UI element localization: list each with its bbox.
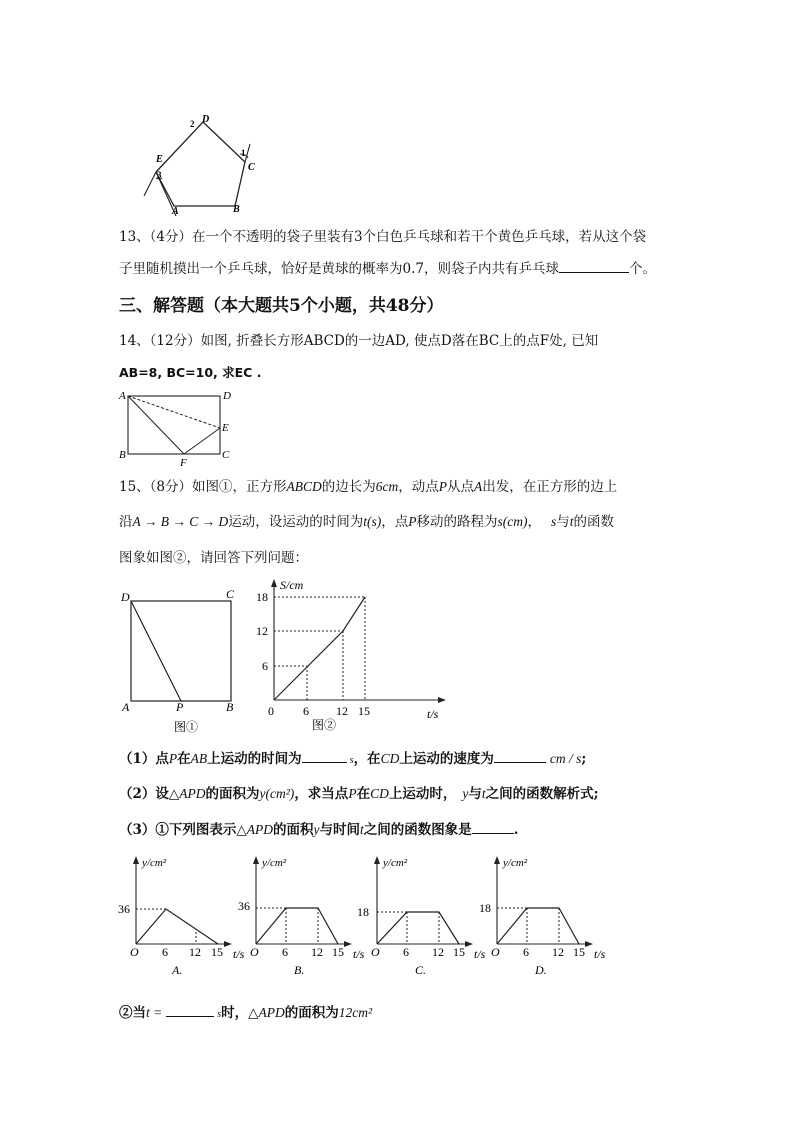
s-t-line [274,597,365,700]
q15-triangle-apd: APD [179,786,206,801]
origin-label: O [491,945,500,959]
q15-text: 之间的函数图象是 [363,822,472,838]
y-axis-arrow [271,579,277,587]
origin-label: O [371,945,380,959]
area-graph [377,912,459,944]
q13-line2-end: 个。 [628,261,656,277]
segment-fe [184,428,220,454]
option-letter: B. [294,963,305,977]
x-axis-arrow [465,941,473,947]
section-3-title: 三、解答题（本大题共5个小题，共48分） [119,296,444,316]
x-tick-12: 12 [552,945,564,959]
q15-text: 之间的函数解析式; [485,786,599,802]
option-letter: A. [172,963,183,977]
q15-unit-s: s [217,1009,222,1020]
label-c: C [226,587,235,601]
y-axis-label: y/cm² [503,857,528,869]
q15-side-cd: CD [370,786,389,801]
x-axis-arrow [438,697,446,703]
figure-1-caption: 图① [174,720,199,734]
x-tick-12: 12 [336,704,348,718]
label-3: 3 [157,170,162,180]
q15-text: 的面积 [273,822,314,838]
option-graph-a [114,852,254,982]
q15-text: 移动的路程为 [416,514,498,530]
q15-text: 与 [556,514,570,530]
x-axis-label: t/s [233,947,245,961]
q15-side-cd: CD [380,751,400,766]
x-axis-arrow [224,941,232,947]
q15-sub3 [119,820,519,839]
segment-af [128,396,184,454]
label-d: D [223,390,231,402]
pentagon-figure [140,110,280,220]
option-letter: C. [415,963,427,977]
q15-point-a: A [474,479,483,494]
q15-text: 15、（8分）如图①，正方形 [119,479,287,495]
q15-figure-2-graph [255,575,455,735]
q15-text: （1）点 [119,751,169,767]
x-tick-6: 6 [523,945,529,959]
figure-2-caption: 图② [312,718,337,732]
q15-text: 的函数 [573,514,615,530]
peak-label: 18 [479,901,491,915]
q15-sub1 [119,749,586,770]
q13-line2-text: 子里随机摸出一个乒乓球，恰好是黄球的概率为0.7，则袋子内共有乒乓球 [119,261,559,277]
label-b: B [226,700,234,714]
label-e: E [156,154,163,165]
q15-point-p: P [408,514,417,529]
x-tick-6: 6 [403,945,409,959]
x-tick-6: 6 [282,945,288,959]
q15-point-p: P [348,786,357,801]
y-axis-arrow [133,856,139,864]
q15-line2 [119,513,614,531]
y-axis-label: y/cm² [262,857,287,869]
x-axis-label: t/s [353,947,365,961]
q15-text: 与时间 [319,822,361,838]
y-axis-label: S/cm [280,578,304,592]
y-tick-12: 12 [256,624,268,638]
label-d: D [121,590,130,604]
q15-distance-var: s(cm) [497,514,528,529]
option-graph-b [234,852,374,982]
x-tick-15: 15 [211,945,223,959]
x-axis-arrow [585,941,593,947]
origin-label: O [130,945,139,959]
q15-text: 在 [177,751,191,767]
x-tick-12: 12 [311,945,323,959]
q15-text: ，求当点 [294,786,349,802]
q15-t-equals: t = [146,1005,163,1020]
area-graph [256,908,338,944]
q15-sub3-part2 [119,1003,372,1024]
label-2: 2 [190,119,195,129]
label-p: P [176,700,184,714]
q15-text: （3）①下列图表示△ [119,822,247,838]
label-a: A [172,206,179,217]
q15-text: 时，△ [221,1005,259,1021]
q15-point-p: P [168,751,178,766]
q15-text: 上运动的速度为 [399,751,494,767]
q14-line1: 14、（12分）如图, 折叠长方形ABCD的一边AD, 使点D落在BC上的点F处, 已知 [119,333,599,349]
y-axis-arrow [374,856,380,864]
label-f: F [180,457,187,469]
q15-point-p: P [438,479,448,494]
q14-rectangle-figure [118,388,238,468]
q15-text: 在 [356,786,371,802]
option-graph-d [475,852,615,982]
q15-text: 的边长为 [321,479,376,495]
y-axis-label: y/cm² [383,857,408,869]
q15-s: s [551,514,557,529]
q15-text: 上运动时， [388,786,457,802]
q13-answer-blank[interactable] [559,259,629,273]
pentagon-outline [156,122,245,206]
q15-unit-s: s [349,755,354,766]
origin-label: 0 [268,704,274,718]
q15-area-value: 12cm² [338,1005,373,1020]
label-c: C [248,162,255,173]
q15-text: 从点 [447,479,475,495]
q15-path: A → B → C → D [132,514,229,529]
x-axis-label: t/s [474,947,486,961]
q15-t: t [360,822,364,837]
q15-text: ②当 [119,1005,146,1021]
x-tick-15: 15 [358,704,370,718]
q15-line3: 图象如图②，请回答下列问题： [119,550,308,566]
label-e: E [222,422,229,434]
label-a: A [119,390,126,402]
q15-text: ，动点 [398,479,439,495]
x-axis-arrow [344,941,352,947]
q15-t: t [481,786,486,801]
q15-sub3-answer-blank[interactable] [472,820,514,834]
q15-sub1-blank-time[interactable] [302,749,347,763]
q15-text: 的面积为 [205,786,260,802]
q15-figure-1-square [118,585,248,735]
label-1: 1 [241,148,246,158]
q15-sub3-time-blank[interactable] [166,1003,214,1017]
x-tick-12: 12 [432,945,444,959]
q15-text: （2）设△ [119,786,180,802]
peak-label: 36 [238,899,250,913]
peak-label: 18 [357,905,369,919]
q15-sub2 [119,785,599,803]
peak-label: 36 [118,902,130,916]
q13-line2 [119,259,656,278]
q15-text: . [513,822,519,838]
q15-area-var: y(cm²) [259,786,295,801]
q15-side-ab: AB [190,751,208,766]
option-graph-c [355,852,495,982]
q15-time-var: t(s) [363,514,382,529]
y-axis-arrow [494,856,500,864]
y-tick-18: 18 [256,590,268,604]
q15-unit-speed: cm / s [549,751,582,766]
x-tick-6: 6 [162,945,168,959]
q15-text: 沿 [119,514,133,530]
q15-y: y [462,786,469,801]
origin-label: O [250,945,259,959]
x-tick-15: 15 [573,945,585,959]
segment-ae-dashed [128,396,220,428]
q15-text: ， [527,514,542,530]
q15-square-name: ABCD [286,479,322,494]
label-c: C [222,449,230,461]
label-b: B [119,449,126,461]
q14-line2: AB=8, BC=10, 求EC . [119,365,262,380]
q15-triangle-apd: APD [246,822,274,837]
q13-line1: 13、（4分）在一个不透明的袋子里装有3个白色乒乓球和若干个黄色乒乓球，若从这个袋 [119,229,647,245]
q15-y: y [313,822,320,837]
q15-text: 运动，设运动的时间为 [228,514,364,530]
q15-text: 上运动的时间为 [207,751,302,767]
extension-de [144,172,156,196]
option-letter: D. [535,963,547,977]
extension-cd [245,144,250,162]
q15-text: 的面积为 [284,1005,339,1021]
q15-text: 与 [468,786,482,802]
area-graph [497,908,579,944]
q15-sub1-blank-speed[interactable] [494,749,546,763]
y-axis-label: y/cm² [142,857,167,869]
label-b: B [233,204,240,215]
x-axis-label: t/s [427,707,439,721]
q15-line1 [119,478,617,496]
segment-dp [131,601,181,701]
q15-t: t [569,514,574,529]
q15-text: ，在 [353,751,381,767]
q15-text: ，点 [381,514,409,530]
q15-triangle-apd: APD [258,1005,285,1020]
q15-side-length: 6cm [375,479,399,494]
y-tick-6: 6 [262,659,268,673]
x-tick-15: 15 [453,945,465,959]
rect-abcd [128,396,220,454]
q15-text: 出发，在正方形的边上 [482,479,618,495]
x-tick-6: 6 [303,704,309,718]
square-abcd [131,601,231,701]
y-axis-arrow [253,856,259,864]
area-graph [136,909,218,944]
q15-text: ; [581,751,587,767]
x-axis-label: t/s [594,947,606,961]
x-tick-12: 12 [189,945,201,959]
x-tick-15: 15 [332,945,344,959]
label-a: A [122,700,130,714]
label-d: D [202,114,210,125]
